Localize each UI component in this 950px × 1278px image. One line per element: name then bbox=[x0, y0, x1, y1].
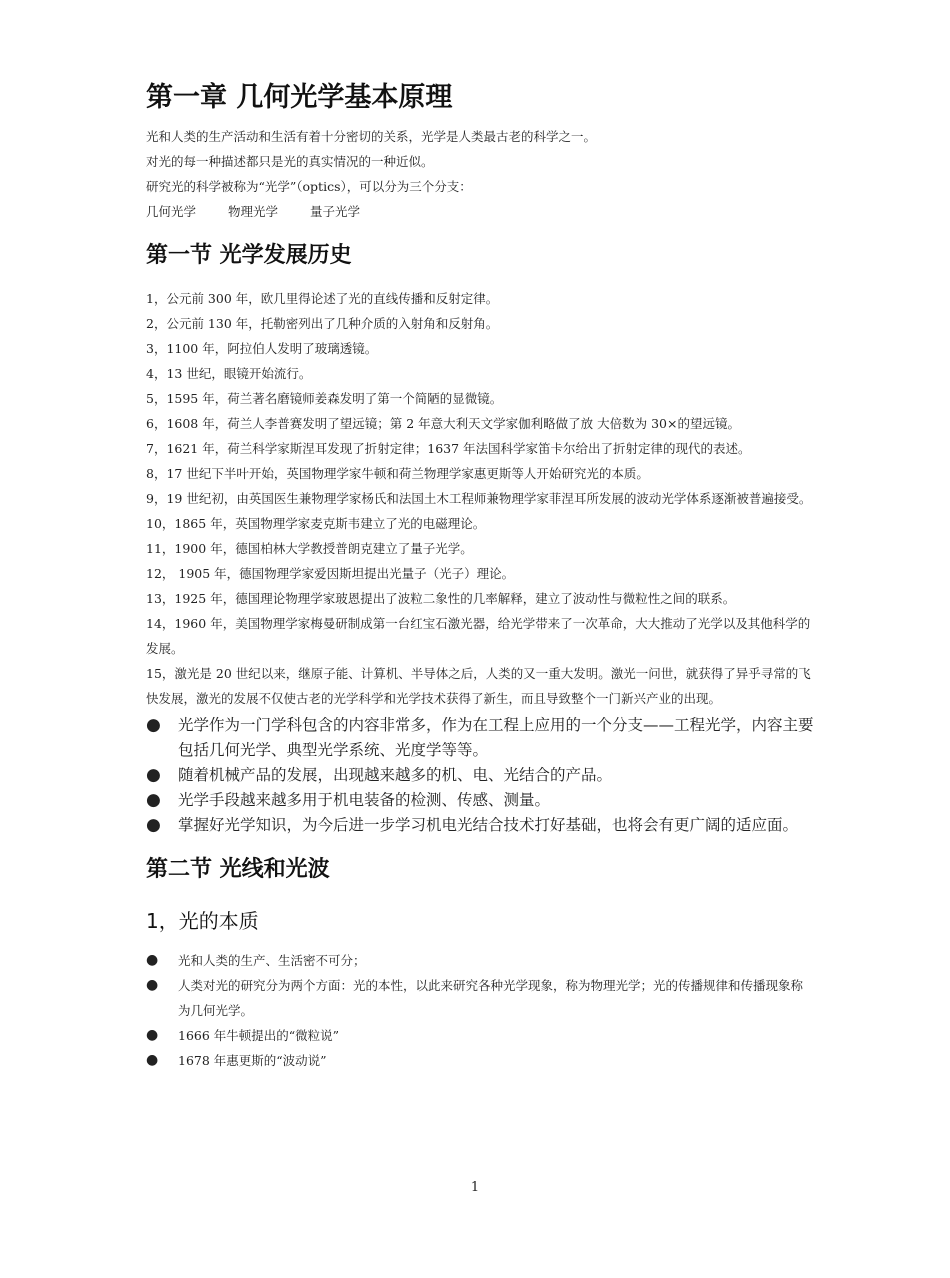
key-point-text: 掌握好光学知识，为今后进一步学习机电光结合技术打好基础，也将会有更广阔的适应面。 bbox=[178, 816, 799, 834]
history-item: 1，公元前 300 年，欧几里得论述了光的直线传播和反射定律。 bbox=[146, 291, 499, 306]
history-item: 6，1608 年，荷兰人李普赛发明了望远镜；第 2 年意大利天文学家伽利略做了放 大倍数为 30×的望远镜。 bbox=[146, 416, 740, 431]
nature-point-item bbox=[146, 948, 814, 973]
key-point-item bbox=[146, 763, 814, 788]
branch-geometric-optics: 几何光学 bbox=[146, 204, 197, 219]
bullet-icon: ● bbox=[146, 815, 161, 835]
history-item: 13，1925 年，德国理论物理学家玻恩提出了波粒二象性的几率解释，建立了波动性与微粒性之间的联系。 bbox=[146, 591, 736, 606]
history-item: 11，1900 年，德国柏林大学教授普朗克建立了量子光学。 bbox=[146, 541, 473, 556]
optics-branches bbox=[146, 199, 814, 224]
subsection-title: 1，光的本质 bbox=[146, 909, 259, 933]
bullet-icon: ● bbox=[146, 1027, 159, 1043]
intro-paragraphs bbox=[146, 124, 814, 224]
history-item: 9，19 世纪初，由英国医生兼物理学家杨氏和法国土木工程师兼物理学家菲涅耳所发展的波动光学体系逐渐被普遍接受。 bbox=[146, 491, 812, 506]
nature-point-text: 光和人类的生产、生活密不可分； bbox=[178, 953, 366, 968]
branch-quantum-optics: 量子光学 bbox=[310, 204, 361, 219]
history-list bbox=[146, 286, 814, 711]
history-item: 5，1595 年，荷兰著名磨镜师姜森发明了第一个简陋的显微镜。 bbox=[146, 391, 503, 406]
history-item: 8，17 世纪下半叶开始，英国物理学家牛顿和荷兰物理学家惠更斯等人开始研究光的本质。 bbox=[146, 466, 649, 481]
chapter-title: 第一章 几何光学基本原理 bbox=[146, 82, 453, 113]
intro-line: 光和人类的生产活动和生活有着十分密切的关系，光学是人类最古老的科学之一。 bbox=[146, 129, 597, 144]
key-points-list bbox=[146, 713, 814, 838]
history-item: 3，1100 年，阿拉伯人发明了玻璃透镜。 bbox=[146, 341, 378, 356]
section2-title: 第二节 光线和光波 bbox=[146, 857, 330, 882]
bullet-icon: ● bbox=[146, 765, 161, 785]
key-point-item bbox=[146, 813, 814, 838]
history-item: 4，13 世纪，眼镜开始流行。 bbox=[146, 366, 312, 381]
bullet-icon: ● bbox=[146, 952, 159, 968]
nature-point-text: 1678 年惠更斯的“波动说” bbox=[178, 1053, 327, 1068]
bullet-icon: ● bbox=[146, 715, 161, 735]
section1-title: 第一节 光学发展历史 bbox=[146, 243, 352, 268]
bullet-icon: ● bbox=[146, 977, 159, 993]
key-point-text: 光学手段越来越多用于机电装备的检测、传感、测量。 bbox=[178, 791, 551, 809]
intro-line: 研究光的科学被称为“光学”（optics），可以分为三个分支： bbox=[146, 179, 472, 194]
page-number: 1 bbox=[470, 1180, 480, 1195]
history-item: 15，激光是 20 世纪以来，继原子能、计算机、半导体之后，人类的又一重大发明。激光一问世，就获得了异乎寻常的飞快发展，激光的发展不仅使古老的光学科学和光学技术获得了新生，而且导致整个一门新兴产业的出现。 bbox=[146, 666, 811, 706]
history-item: 10，1865 年，英国物理学家麦克斯韦建立了光的电磁理论。 bbox=[146, 516, 486, 531]
intro-line: 对光的每一种描述都只是光的真实情况的一种近似。 bbox=[146, 154, 434, 169]
key-point-item bbox=[146, 788, 814, 813]
history-item: 7，1621 年，荷兰科学家斯涅耳发现了折射定律；1637 年法国科学家笛卡尔给出了折射定律的现代的表述。 bbox=[146, 441, 751, 456]
nature-point-text: 1666 年牛顿提出的“微粒说” bbox=[178, 1028, 340, 1043]
key-point-item bbox=[146, 713, 814, 763]
branch-physical-optics: 物理光学 bbox=[228, 204, 279, 219]
history-item: 14，1960 年，美国物理学家梅曼研制成第一台红宝石激光器，给光学带来了一次革命，大大推动了光学以及其他科学的发展。 bbox=[146, 616, 811, 656]
page-content bbox=[146, 80, 814, 1073]
nature-points-list bbox=[146, 948, 814, 1073]
key-point-text: 随着机械产品的发展，出现越来越多的机、电、光结合的产品。 bbox=[178, 766, 613, 784]
history-item: 12， 1905 年，德国物理学家爱因斯坦提出光量子（光子）理论。 bbox=[146, 566, 515, 581]
bullet-icon: ● bbox=[146, 790, 161, 810]
key-point-text: 光学作为一门学科包含的内容非常多，作为在工程上应用的一个分支——工程光学，内容主要包括几何光学、典型光学系统、光度学等等。 bbox=[178, 716, 814, 759]
bullet-icon: ● bbox=[146, 1052, 159, 1068]
nature-point-item bbox=[146, 1048, 814, 1073]
history-item: 2，公元前 130 年，托勒密列出了几种介质的入射角和反射角。 bbox=[146, 316, 499, 331]
nature-point-item bbox=[146, 973, 814, 1023]
nature-point-text: 人类对光的研究分为两个方面：光的本性，以此来研究各种光学现象，称为物理光学；光的传播规律和传播现象称为几何光学。 bbox=[178, 978, 804, 1018]
nature-point-item bbox=[146, 1023, 814, 1048]
